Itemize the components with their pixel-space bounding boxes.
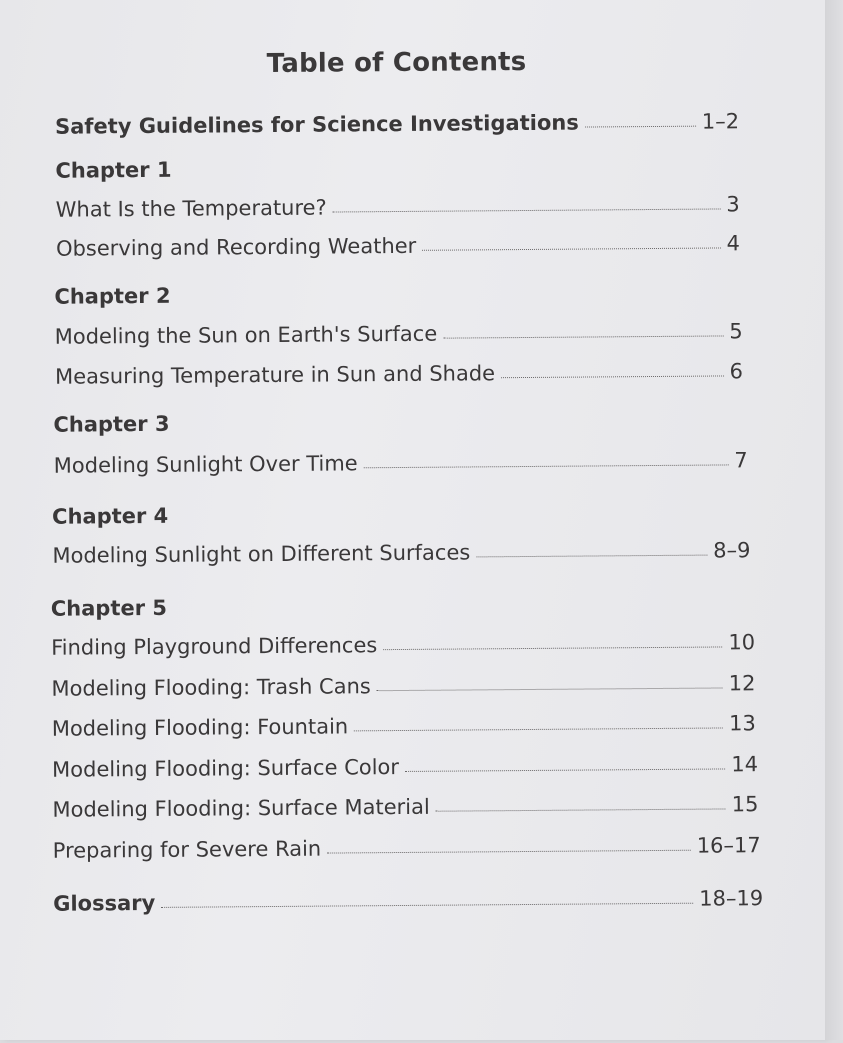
dot-leader — [585, 126, 696, 128]
dot-leader — [476, 555, 707, 558]
chapter-heading: Chapter 4 — [52, 503, 169, 529]
toc-entry-label: Preparing for Severe Rain — [52, 836, 322, 863]
dot-leader — [354, 727, 723, 731]
toc-page-number: 12 — [728, 671, 756, 696]
dot-leader — [377, 687, 723, 691]
toc-entry-label: Modeling the Sun on Earth's Surface — [54, 321, 438, 349]
toc-page-number: 16–17 — [696, 833, 761, 858]
toc-entry — [51, 671, 755, 701]
page-title: Table of Contents — [266, 46, 527, 80]
chapter-heading: Chapter 2 — [54, 283, 171, 309]
toc-entry-safety — [55, 109, 739, 138]
toc-entry-glossary — [53, 886, 763, 916]
dot-leader — [405, 768, 725, 772]
toc-page-number: 4 — [726, 231, 741, 256]
toc-page-number: 3 — [726, 192, 740, 217]
toc-entry — [52, 792, 758, 822]
toc-entry — [55, 359, 743, 388]
toc-entry — [53, 833, 761, 863]
dot-leader — [333, 208, 721, 212]
dot-leader — [422, 247, 720, 250]
dot-leader — [364, 464, 729, 468]
toc-entry-label: Modeling Flooding: Surface Material — [52, 794, 430, 822]
toc-entry — [52, 752, 758, 782]
toc-entry-label: Glossary — [53, 890, 156, 916]
dot-leader — [161, 903, 693, 908]
dot-leader — [501, 375, 724, 378]
toc-entry-label: Modeling Flooding: Fountain — [51, 714, 349, 741]
dot-leader — [443, 335, 723, 338]
toc-page-number: 14 — [731, 752, 759, 777]
toc-entry — [51, 630, 755, 660]
toc-page-number: 8–9 — [713, 538, 751, 563]
toc-entry — [56, 231, 740, 260]
toc-entry — [54, 448, 748, 477]
toc-page-number: 18–19 — [699, 886, 764, 911]
toc-entry-label: Modeling Flooding: Surface Color — [52, 755, 400, 782]
dot-leader — [383, 646, 722, 650]
toc-page-number: 15 — [731, 792, 759, 817]
toc-page-number: 7 — [734, 448, 748, 473]
chapter-heading: Chapter 5 — [50, 595, 168, 621]
toc-entry — [56, 192, 740, 221]
toc-entry-label: Measuring Temperature in Sun and Shade — [54, 361, 496, 389]
toc-page-number: 10 — [728, 630, 756, 655]
toc-entry — [55, 319, 743, 348]
toc-entry-label: Modeling Flooding: Trash Cans — [51, 674, 371, 701]
toc-entry-label: What Is the Temperature? — [55, 195, 327, 222]
toc-page-number: 1–2 — [701, 109, 740, 134]
toc-entry — [52, 711, 756, 741]
toc-entry-label: Modeling Sunlight on Different Surfaces — [52, 540, 471, 568]
toc-entry-label: Observing and Recording Weather — [55, 233, 417, 261]
chapter-heading: Chapter 1 — [55, 157, 172, 183]
dot-leader — [436, 808, 726, 811]
toc-page-number: 13 — [728, 711, 756, 736]
toc-page-number: 6 — [729, 359, 744, 384]
toc-entry-label: Safety Guidelines for Science Investigations — [54, 110, 579, 139]
toc-entry-label: Finding Playground Differences — [51, 633, 378, 660]
toc-entry-label: Modeling Sunlight Over Time — [53, 451, 358, 478]
dot-leader — [327, 850, 691, 854]
toc-entry — [52, 538, 750, 567]
toc-page-number: 5 — [729, 319, 743, 344]
chapter-heading: Chapter 3 — [53, 411, 170, 437]
